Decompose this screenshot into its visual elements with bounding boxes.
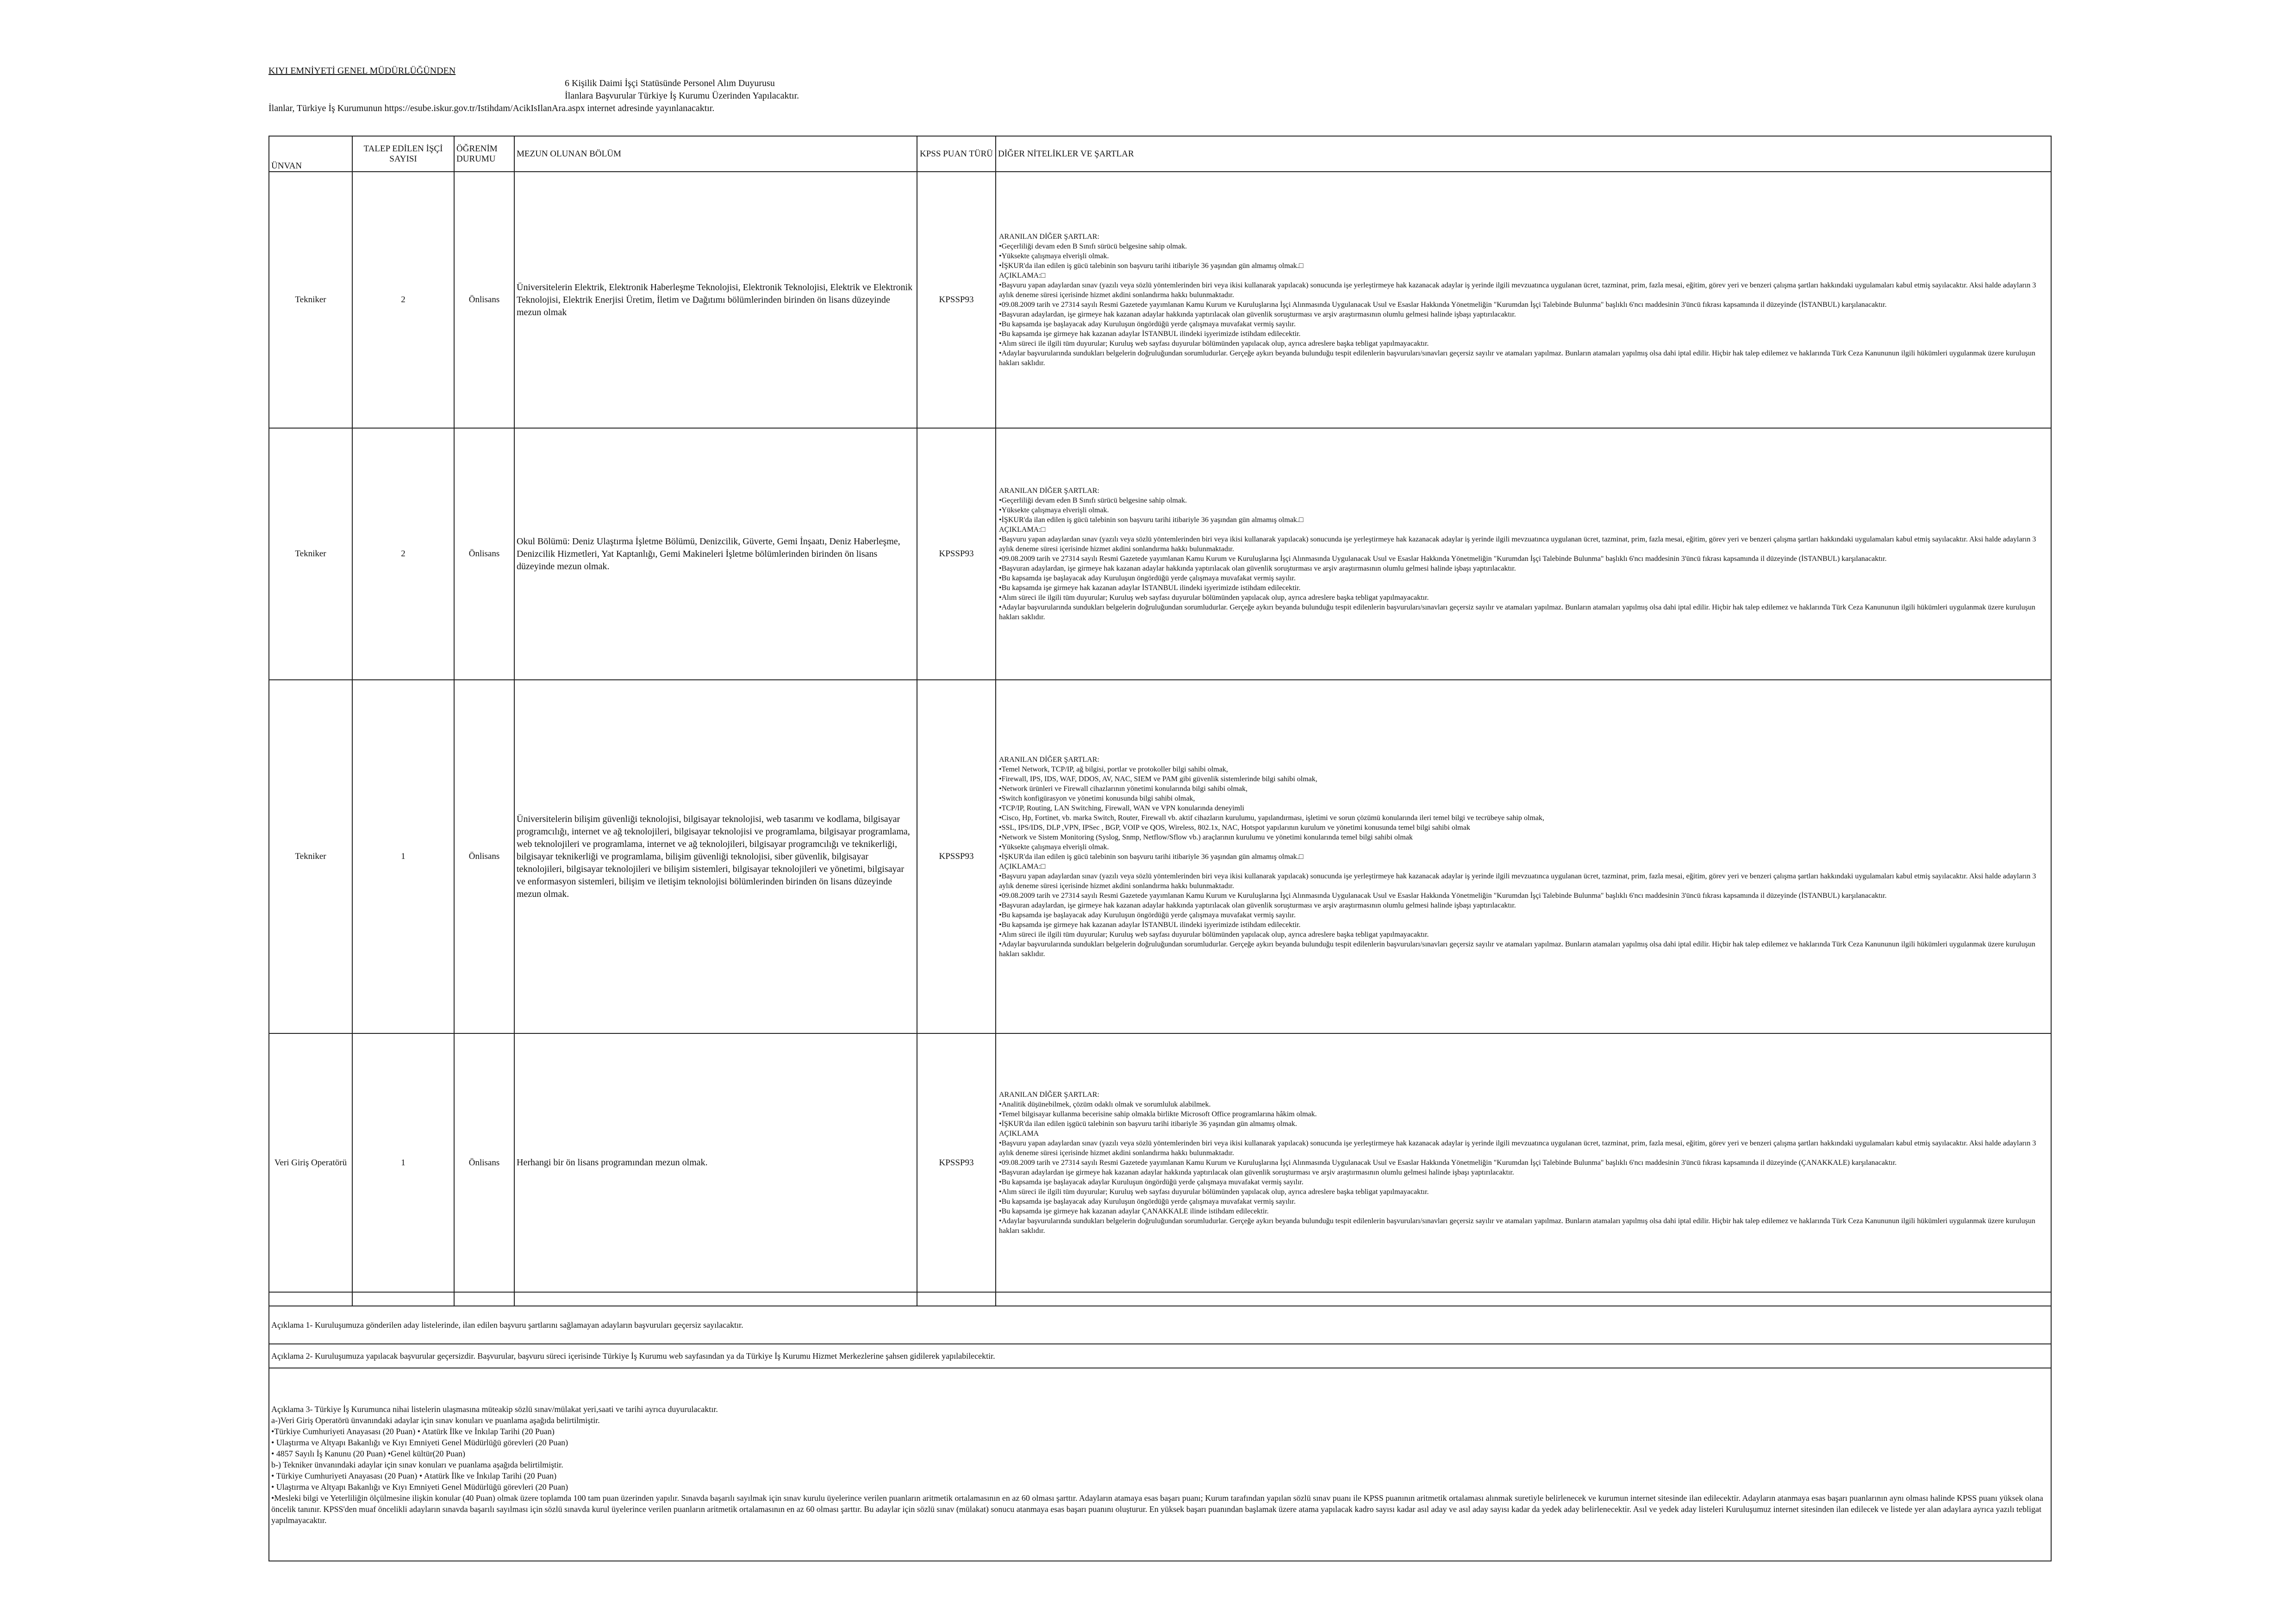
requirement-line: •Switch konfigürasyon ve yönetimi konusunda bilgi sahibi olmak, [999, 794, 1195, 802]
note-line: • Ulaştırma ve Altyapı Bakanlığı ve Kıyı Emniyeti Genel Müdürlüğü görevleri (20 Puan) [271, 1482, 568, 1492]
requirement-line: •Bu kapsamda işe girmeye hak kazanan adaylar İSTANBUL ilindeki işyerimizde istihdam edilecektir. [999, 330, 1301, 338]
table-row [269, 1033, 2051, 1292]
note-aciklama-2: Açıklama 2- Kuruluşumuza yapılacak başvurular geçersizdir. Başvurular, başvuru süreci içerisinde Türkiye İş Kurumu web sayfasından ya da Türkiye İş Kurumu Hizmet Merkezlerine şahsen gidilerek yapılabilecektir. [269, 1344, 2051, 1368]
requirement-line: •Network ve Sistem Monitoring (Syslog, Snmp, Netflow/Sflow vb.) araçlarının kurulumu ve yönetimi konularında temel bilgi sahibi olmak [999, 833, 1413, 841]
requirement-line: •Başvuran adaylardan, işe girmeye hak kazanan adaylar hakkında yaptırılacak olan güvenlik soruşturması ve arşiv araştırmasının olumlu gelmesi halinde işbaşı yaptırılacaktır. [999, 901, 1516, 909]
requirement-line: •Temel bilgisayar kullanma becerisine sahip olmakla birlikte Microsoft Office programlarına hâkim olmak. [999, 1110, 1317, 1118]
table-header-row [269, 136, 2051, 172]
requirement-line: •Cisco, Hp, Fortinet, vb. marka Switch, Router, Firewall vb. aktif cihazların kurulumu, yapılandırması, işletimi ve sorun çözümü konularında ileri temel bilgi ve tecrübeye sahip olmak, [999, 814, 1545, 822]
requirement-line: ARANILAN DİĞER ŞARTLAR: [999, 755, 1099, 764]
requirement-line: •Başvuran adaylardan, işe girmeye hak kazanan adaylar hakkında yaptırılacak olan güvenlik soruşturması ve arşiv araştırmasının olumlu gelmesi halinde işbaşı yaptırılacaktır. [999, 311, 1516, 318]
column-header-unvan: ÜNVAN [269, 136, 352, 172]
requirement-line: •Bu kapsamda işe girmeye hak kazanan adaylar İSTANBUL ilindeki işyerimizde istihdam edilecektir. [999, 584, 1301, 592]
cell-diger [996, 172, 2051, 428]
requirement-line: •Bu kapsamda işe başlayacak aday Kuruluşun öngördüğü yerde çalışmaya muvafakat vermiş sayılır. [999, 320, 1296, 328]
cell-ogrenim: Önlisans [454, 680, 514, 1033]
note-line: Açıklama 3- Türkiye İş Kurumunca nihai listelerin ulaşmasına müteakip sözlü sınav/mülakat yeri,saati ve tarihi ayrıca duyurulacaktır. [271, 1404, 718, 1414]
requirement-line: •Bu kapsamda işe girmeye hak kazanan adaylar İSTANBUL ilindeki işyerimizde istihdam edilecektir. [999, 920, 1301, 929]
empty-cell [917, 1292, 996, 1306]
requirement-line: •09.08.2009 tarih ve 27314 sayılı Resmi Gazetede yayımlanan Kamu Kurum ve Kuruluşlarına İşçi Alınmasında Uygulanacak Usul ve Esaslar Hakkında Yönetmeliğin "Kurumdan İşçi Talebinde Bulunma" başlıklı 6'ncı maddesinin 3'üncü fıkrası kapsamında il düzeyinde (İSTANBUL) karşılanacaktır. [999, 301, 1887, 309]
cell-diger [996, 680, 2051, 1033]
cell-unvan: Tekniker [269, 428, 352, 680]
note-line: • Ulaştırma ve Altyapı Bakanlığı ve Kıyı Emniyeti Genel Müdürlüğü görevleri (20 Puan) [271, 1437, 568, 1447]
cell-diger [996, 428, 2051, 680]
requirement-line: •Başvuru yapan adaylardan sınav (yazılı veya sözlü yöntemlerinden biri veya ikisi kullanarak yapılacak) sonucunda işe yerleştirmeye hak kazanacak adaylar iş yerinde ilgili mevzuatınca uygulanan ücret, tazminat, prim, fazla mesai, eğitim, görev yeri ve benzeri çalışma şartları hakkındaki uygulamaları kabul etmiş sayılacaktır. Aksi halde adayların 3 aylık deneme süresi içerisinde hizmet akdini sonlandırma hakkı bulunmaktadır. [999, 281, 2036, 299]
cell-mezun: Üniversitelerin Elektrik, Elektronik Haberleşme Teknolojisi, Elektronik Teknolojisi, Elektrik ve Elektronik Teknolojisi, Elektrik Enerjisi Üretim, İletim ve Dağıtımı bölümlerinden birinden ön lisans düzeyinde mezun olmak [514, 172, 917, 428]
requirement-line: •Yüksekte çalışmaya elverişli olmak. [999, 506, 1109, 514]
column-header-kpss: KPSS PUAN TÜRÜ [917, 136, 996, 172]
note-line: • Türkiye Cumhuriyeti Anayasası (20 Puan) • Atatürk İlke ve İnkılap Tarihi (20 Puan) [271, 1471, 557, 1480]
requirement-line: •Alım süreci ile ilgili tüm duyurular; Kuruluş web sayfası duyurular bölümünden yapılacak olup, ayrıca adreslere başka tebligat yapılmayacaktır. [999, 930, 1429, 939]
cell-talep: 2 [352, 428, 454, 680]
requirement-line: •Alım süreci ile ilgili tüm duyurular; Kuruluş web sayfası duyurular bölümünden yapılacak olup, ayrıca adreslere başka tebligat yapılmayacaktır. [999, 340, 1429, 348]
requirement-line: •Analitik düşünebilmek, çözüm odaklı olmak ve sorumluluk alabilmek. [999, 1101, 1211, 1108]
requirement-line: •TCP/IP, Routing, LAN Switching, Firewall, WAN ve VPN konularında deneyimli [999, 804, 1244, 812]
requirement-line: •SSL, IPS/IDS, DLP ,VPN, IPSec , BGP, VOIP ve QOS, Wireless, 802.1x, NAC, Hotspot yapılarının kurulum ve yönetimi konusunda temel bilgi sahibi olmak [999, 823, 1470, 832]
requirement-line: •Bu kapsamda işe girmeye hak kazanan adaylar ÇANAKKALE ilinde istihdam edilecektir. [999, 1207, 1269, 1215]
requirement-line: •09.08.2009 tarih ve 27314 sayılı Resmi Gazetede yayımlanan Kamu Kurum ve Kuruluşlarına İşçi Alınmasında Uygulanacak Usul ve Esaslar Hakkında Yönetmeliğin "Kurumdan İşçi Talebinde Bulunma" başlıklı 6'ncı maddesinin 3'üncü fıkrası kapsamında il düzeyinde (İSTANBUL) karşılanacaktır. [999, 891, 1887, 900]
requirement-line: •Başvuru yapan adaylardan sınav (yazılı veya sözlü yöntemlerinden biri veya ikisi kullanarak yapılacak) sonucunda işe yerleştirmeye hak kazanacak adaylar iş yerinde ilgili mevzuatınca uygulanan ücret, tazminat, prim, fazla mesai, eğitim, görev yeri ve benzeri çalışma şartları hakkındaki uygulamaları kabul etmiş sayılacaktır. Aksi halde adayların 3 aylık deneme süresi içerisinde hizmet akdini sonlandırma hakkı bulunmaktadır. [999, 1139, 2036, 1157]
cell-talep: 1 [352, 1033, 454, 1292]
requirement-line: •Adaylar başvurularında sundukları belgelerin doğruluğundan sorumludurlar. Gerçeğe aykırı beyanda bulunduğu tespit edilenlerin başvuruları/sınavları geçersiz sayılır ve atamaları yapılmaz. Bunların atamaları yapılmış olsa dahi iptal edilir. Hiçbir hak talep edilemez ve haklarında Türk Ceza Kanununun ilgili hükümleri uygulanmak üzere kuruluşun hakları saklıdır. [999, 603, 2035, 621]
note-line: a-)Veri Giriş Operatörü ünvanındaki adaylar için sınav konuları ve puanlama aşağıda belirtilmiştir. [271, 1415, 600, 1425]
note-line: b-) Tekniker ünvanındaki adaylar için sınav konuları ve puanlama aşağıda belirtilmiştir. [271, 1460, 563, 1469]
document-header [268, 65, 1055, 115]
requirement-line: •09.08.2009 tarih ve 27314 sayılı Resmi Gazetede yayımlanan Kamu Kurum ve Kuruluşlarına İşçi Alınmasında Uygulanacak Usul ve Esaslar Hakkında Yönetmeliğin "Kurumdan İşçi Talebinde Bulunma" başlıklı 6'ncı maddesinin 3'üncü fıkrası kapsamında il düzeyinde (İSTANBUL) karşılanacaktır. [999, 555, 1887, 563]
requirement-line: •Bu kapsamda işe başlayacak adaylar Kuruluşun öngördüğü yerde çalışmaya muvafakat vermiş sayılır. [999, 1178, 1304, 1186]
announcement-title: 6 Kişilik Daimi İşçi Statüsünde Personel Alım Duyurusu [565, 78, 775, 88]
requirement-line: •Adaylar başvurularında sundukları belgelerin doğruluğundan sorumludurlar. Gerçeğe aykırı beyanda bulunduğu tespit edilenlerin başvuruları/sınavları geçersiz sayılır ve atamaları yapılmaz. Bunların atamaları yapılmış olsa dahi iptal edilir. Hiçbir hak talep edilemez ve haklarında Türk Ceza Kanununun ilgili hükümleri uygulanmak üzere kuruluşun hakları saklıdır. [999, 940, 2035, 958]
cell-kpss: KPSSP93 [917, 172, 996, 428]
requirement-line: •Firewall, IPS, IDS, WAF, DDOS, AV, NAC, SIEM ve PAM gibi güvenlik sistemlerinde bilgi sahibi olmak, [999, 775, 1317, 783]
cell-talep: 1 [352, 680, 454, 1033]
column-header-talep: TALEP EDİLEN İŞÇİ SAYISI [352, 136, 454, 172]
cell-kpss: KPSSP93 [917, 1033, 996, 1292]
requirement-line: •Geçerliliği devam eden B Sınıfı sürücü belgesine sahip olmak. [999, 497, 1187, 504]
requirement-line: •Alım süreci ile ilgili tüm duyurular; Kuruluş web sayfası duyurular bölümünden yapılacak olup, ayrıca adreslere başka tebligat yapılmayacaktır. [999, 594, 1429, 602]
note-aciklama-1: Açıklama 1- Kuruluşumuza gönderilen aday listelerinde, ilan edilen başvuru şartlarını sağlamayan adayların başvuruları geçersiz sayılacaktır. [269, 1306, 2051, 1344]
note-row [269, 1344, 2051, 1368]
requirement-line: •Başvuran adaylardan işe girmeye hak kazanan adaylar hakkında yaptırılacak olan güvenlik soruşturması ve arşiv araştırmasının olumlu gelmesi halinde işbaşı yaptırılacaktır. [999, 1169, 1514, 1176]
cell-kpss: KPSSP93 [917, 428, 996, 680]
note-line: •Türkiye Cumhuriyeti Anayasası (20 Puan) • Atatürk İlke ve İnkılap Tarihi (20 Puan) [271, 1426, 555, 1436]
requirement-line: ARANILAN DİĞER ŞARTLAR: [999, 1091, 1099, 1099]
cell-ogrenim: Önlisans [454, 1033, 514, 1292]
requirement-line: •Adaylar başvurularında sundukları belgelerin doğruluğundan sorumludurlar. Gerçeğe aykırı beyanda bulunduğu tespit edilenlerin başvuruları/sınavları geçersiz sayılır ve atamaları yapılmaz. Bunların atamaları yapılmış olsa dahi iptal edilir. Hiçbir hak talep edilemez ve haklarında Türk Ceza Kanununun ilgili hükümleri uygulanmak üzere kuruluşun hakları saklıdır. [999, 1217, 2035, 1235]
requirement-line: •Geçerliliği devam eden B Sınıfı sürücü belgesine sahip olmak. [999, 243, 1187, 250]
requirement-line: •Bu kapsamda işe başlayacak aday Kuruluşun öngördüğü yerde çalışmaya muvafakat vermiş sayılır. [999, 1198, 1296, 1206]
requirement-line: •Bu kapsamda işe başlayacak aday Kuruluşun öngördüğü yerde çalışmaya muvafakat vermiş sayılır. [999, 911, 1296, 919]
column-header-diger: DİĞER NİTELİKLER VE ŞARTLAR [996, 136, 2051, 172]
requirement-line: •Temel Network, TCP/IP, ağ bilgisi, portlar ve protokoller bilgi sahibi olmak, [999, 765, 1228, 773]
requirement-line: •İŞKUR'da ilan edilen iş gücü talebinin son başvuru tarihi itibariyle 36 yaşından gün almamış olmak.□ [999, 262, 1304, 270]
empty-cell [352, 1292, 454, 1306]
requirement-line: •Yüksekte çalışmaya elverişli olmak. [999, 843, 1109, 851]
note-row [269, 1306, 2051, 1344]
requirement-line: •Adaylar başvurularında sundukları belgelerin doğruluğundan sorumludurlar. Gerçeğe aykırı beyanda bulunduğu tespit edilenlerin başvuruları/sınavları geçersiz sayılır ve atamaları yapılmaz. Bunların atamaları yapılmış olsa dahi iptal edilir. Hiçbir hak talep edilemez ve haklarında Türk Ceza Kanununun ilgili hükümleri uygulanmak üzere kuruluşun hakları saklıdır. [999, 349, 2035, 367]
requirement-line: AÇIKLAMA:□ [999, 862, 1046, 871]
empty-cell [454, 1292, 514, 1306]
requirement-line: •Network ürünleri ve Firewall cihazlarının yönetimi konularında bilgi sahibi olmak, [999, 784, 1248, 793]
requirement-line: AÇIKLAMA [999, 1130, 1039, 1138]
table-row [269, 172, 2051, 428]
column-header-mezun: MEZUN OLUNAN BÖLÜM [514, 136, 917, 172]
table-row [269, 680, 2051, 1033]
application-note: İlanlara Başvurular Türkiye İş Kurumu Üzerinden Yapılacaktır. [565, 91, 799, 101]
requirement-line: AÇIKLAMA:□ [999, 272, 1046, 280]
cell-unvan: Tekniker [269, 172, 352, 428]
column-header-ogrenim: ÖĞRENİM DURUMU [454, 136, 514, 172]
note-aciklama-3 [269, 1368, 2051, 1561]
requirement-line: •Yüksekte çalışmaya elverişli olmak. [999, 252, 1109, 260]
cell-unvan: Veri Giriş Operatörü [269, 1033, 352, 1292]
table-row-empty [269, 1292, 2051, 1306]
cell-mezun: Üniversitelerin bilişim güvenliği teknolojisi, bilgisayar teknolojisi, web tasarımı ve kodlama, bilgisayar programcılığı, internet ve ağ teknolojileri, bilgisayar teknolojisi ve programlama, bilgisayar programlama, web teknolojileri ve programlama, internet ve ağ teknolojileri, bilgisayar programcılığı ve teknikerliği, bilgisayar teknikerliği ve programlama, bilişim güvenliği teknolojisi, siber güvenlik, bilgisayar teknolojileri, bilgisayar teknolojileri ve bilişim sistemleri, bilgisayar teknolojileri ve yönetimi, bilgisayar ve enformasyon sistemleri, bilişim ve iletişim teknolojisi bölümlerinden birinden ön lisans düzeyinde mezun olmak. [514, 680, 917, 1033]
note-row [269, 1368, 2051, 1561]
cell-ogrenim: Önlisans [454, 172, 514, 428]
empty-cell [996, 1292, 2051, 1306]
empty-cell [514, 1292, 917, 1306]
publication-note: İlanlar, Türkiye İş Kurumunun https://esube.iskur.gov.tr/Istihdam/AcikIsIlanAra.aspx internet adresinde yayınlanacaktır. [268, 103, 715, 113]
requirement-line: •Bu kapsamda işe başlayacak aday Kuruluşun öngördüğü yerde çalışmaya muvafakat vermiş sayılır. [999, 574, 1296, 582]
note-line: •Mesleki bilgi ve Yeterliliğin ölçülmesine ilişkin konular (40 Puan) olmak üzere toplamda 100 tam puan üzerinden yapılır. Sınavda başarılı sayılmak için sınav kurulu üyelerince verilen puanların aritmetik ortalamasının en az 60 olması şarttır. Adayların atamaya esas başarı puanı; Kurum tarafından yapılan sözlü sınav puanı ile KPSS puanının aritmetik ortalaması alınmak suretiyle belirlenecek ve kurumun internet sitesinde ilan edilecektir. Adayların atanmaya esas başarı puanlarının aynı olması halinde KPSS puanı yüksek olana öncelik tanınır. KPSS'den muaf öncelikli adayların sınavda başarılı sayılması için sözlü sınavda kurul üyelerince verilen puanların aritmetik ortalamasının en az 60 olması şarttır. Bu adaylar için sözlü sınav (mülakat) sonucu atanmaya esas başarı puanını oluşturur. En yüksek başarı puanından başlamak üzere atama yapılacak kadro sayısı kadar asıl aday ve asıl aday sayısı kadar da yedek aday belirlenecektir. Asıl ve yedek aday listeleri Kuruluşumuz internet sitesinden ilan edilecek ve listede yer alan adaylara ayrıca yazılı tebligat yapılmayacaktır. [271, 1493, 2043, 1525]
cell-mezun: Okul Bölümü: Deniz Ulaştırma İşletme Bölümü, Denizcilik, Güverte, Gemi İnşaatı, Deniz Haberleşme, Denizcilik Hizmetleri, Yat Kaptanlığı, Gemi Makineleri İşletme bölümlerinden birinden ön lisans düzeyinde mezun olmak. [514, 428, 917, 680]
cell-diger [996, 1033, 2051, 1292]
cell-talep: 2 [352, 172, 454, 428]
cell-unvan: Tekniker [269, 680, 352, 1033]
requirement-line: ARANILAN DİĞER ŞARTLAR: [999, 487, 1099, 495]
organization-name: KIYI EMNİYETİ GENEL MÜDÜRLÜĞÜNDEN [268, 66, 456, 76]
requirement-line: AÇIKLAMA:□ [999, 526, 1046, 534]
table-row [269, 428, 2051, 680]
cell-kpss: KPSSP93 [917, 680, 996, 1033]
requirement-line: •Başvuran adaylardan, işe girmeye hak kazanan adaylar hakkında yaptırılacak olan güvenlik soruşturması ve arşiv araştırmasının olumlu gelmesi halinde işbaşı yaptırılacaktır. [999, 565, 1516, 572]
requirement-line: •İŞKUR'da ilan edilen işgücü talebinin son başvuru tarihi itibariyle 36 yaşından gün almamış olmak. [999, 1120, 1297, 1128]
requirement-line: •İŞKUR'da ilan edilen iş gücü talebinin son başvuru tarihi itibariyle 36 yaşından gün almamış olmak.□ [999, 516, 1304, 524]
positions-table [268, 136, 2052, 1561]
requirement-line: •İŞKUR'da ilan edilen iş gücü talebinin son başvuru tarihi itibariyle 36 yaşından gün almamış olmak.□ [999, 852, 1304, 861]
requirement-line: •Başvuru yapan adaylardan sınav (yazılı veya sözlü yöntemlerinden biri veya ikisi kullanarak yapılacak) sonucunda işe yerleştirmeye hak kazanacak adaylar iş yerinde ilgili mevzuatınca uygulanan ücret, tazminat, prim, fazla mesai, eğitim, görev yeri ve benzeri çalışma şartları hakkındaki uygulamaları kabul etmiş sayılacaktır. Aksi halde adayların 3 aylık deneme süresi içerisinde hizmet akdini sonlandırma hakkı bulunmaktadır. [999, 872, 2036, 890]
requirement-line: •09.08.2009 tarih ve 27314 sayılı Resmi Gazetede yayımlanan Kamu Kurum ve Kuruluşlarına İşçi Alınmasında Uygulanacak Usul ve Esaslar Hakkında Yönetmeliğin "Kurumdan İşçi Talebinde Bulunma" başlıklı 6'ncı maddesinin 3'üncü fıkrası kapsamında il düzeyinde (ÇANAKKALE) karşılanacaktır. [999, 1159, 1897, 1167]
empty-cell [269, 1292, 352, 1306]
requirement-line: ARANILAN DİĞER ŞARTLAR: [999, 233, 1099, 241]
requirement-line: •Başvuru yapan adaylardan sınav (yazılı veya sözlü yöntemlerinden biri veya ikisi kullanarak yapılacak) sonucunda işe yerleştirmeye hak kazanacak adaylar iş yerinde ilgili mevzuatınca uygulanan ücret, tazminat, prim, fazla mesai, eğitim, görev yeri ve benzeri çalışma şartları hakkındaki uygulamaları kabul etmiş sayılacaktır. Aksi halde adayların 3 aylık deneme süresi içerisinde hizmet akdini sonlandırma hakkı bulunmaktadır. [999, 535, 2036, 553]
note-line: • 4857 Sayılı İş Kanunu (20 Puan) •Genel kültür(20 Puan) [271, 1449, 466, 1458]
requirement-line: •Alım süreci ile ilgili tüm duyurular; Kuruluş web sayfası duyurular bölümünden yapılacak olup, ayrıca adreslere başka tebligat yapılmayacaktır. [999, 1188, 1429, 1196]
cell-ogrenim: Önlisans [454, 428, 514, 680]
cell-mezun: Herhangi bir ön lisans programından mezun olmak. [514, 1033, 917, 1292]
